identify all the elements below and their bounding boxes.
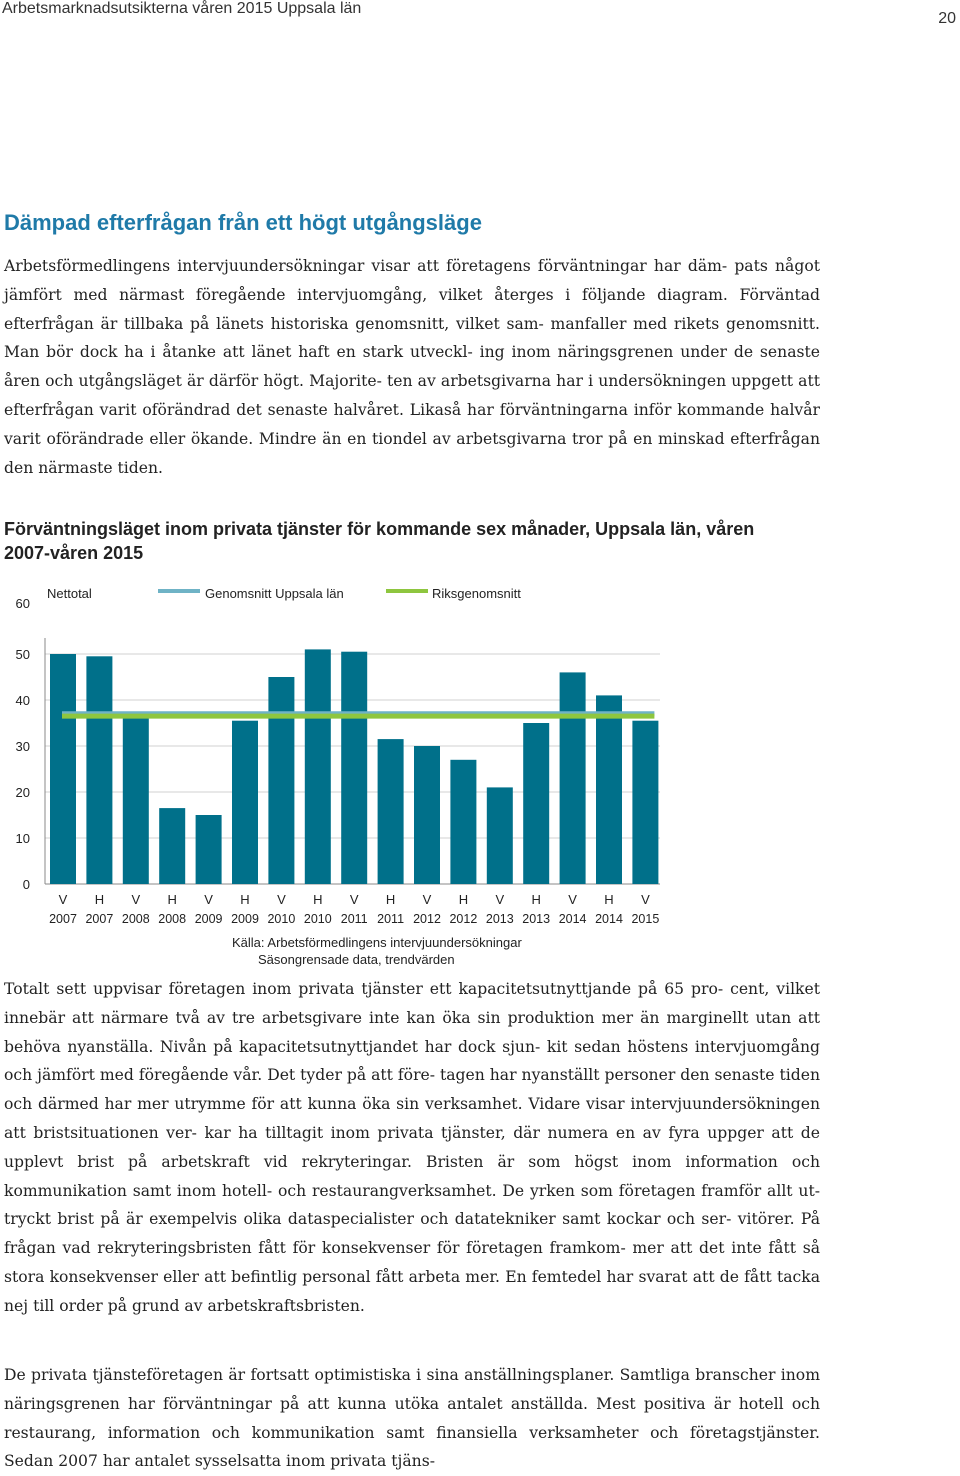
y-tick-label: 40 <box>15 693 30 708</box>
x-tick-label-season: H <box>531 892 541 907</box>
x-tick-label-year: 2009 <box>194 912 223 926</box>
paragraph-intro: Arbetsförmedlingens intervjuundersökningar visar att företagens förväntningar har däm- pats något jämfört med närmast föregående intervjuomgång, vilket återges i följande diagram. Förväntad efterfrågan är tillbaka på länets historiska genomsnitt, vilket sam- manfaller med rikets genomsnitt. Man bör dock ha i åtanke att länet haft en stark utveckl- ing inom näringsgrenen under de senaste åren och utgångsläget är därför högt. Majorite- ten av arbetsgivarna har i undersökningen uppgett att efterfrågan varit oförändrad det senaste halvåret. Likaså har förväntningarna inför kommande halvår varit oförändrade eller ökande. Mindre än en tiondel av arbetsgivarna tror på en minskad efterfrågan den närmaste tiden. <box>4 257 820 477</box>
x-tick-label-year: 2009 <box>231 912 259 926</box>
y-tick-label: 20 <box>15 785 30 800</box>
x-tick-label-season: H <box>94 892 105 907</box>
bar <box>341 652 367 884</box>
bar <box>450 760 476 884</box>
header-title: Arbetsmarknadsutsikterna våren 2015 Uppsala län <box>2 0 362 17</box>
page-number: 20 <box>938 10 956 27</box>
bar <box>268 677 294 884</box>
y-tick-label: 0 <box>22 877 30 892</box>
x-tick-label-year: 2014 <box>558 912 587 926</box>
bar <box>232 721 258 884</box>
x-tick-label-season: V <box>204 892 213 907</box>
x-tick-label-year: 2011 <box>340 912 368 926</box>
x-tick-label-season: V <box>131 892 141 907</box>
x-tick-label-year: 2007 <box>49 912 77 926</box>
bar <box>86 656 112 884</box>
bar <box>414 746 440 884</box>
legend-swatch-riket <box>386 589 428 593</box>
bar <box>596 695 622 884</box>
x-tick-label-season: V <box>568 892 577 907</box>
x-tick-label-season: H <box>458 892 469 907</box>
x-tick-label-season: H <box>604 892 614 907</box>
bar <box>560 672 586 884</box>
x-tick-label-season: H <box>240 892 250 907</box>
bar <box>632 721 658 884</box>
chart-source-line-1: Källa: Arbetsförmedlingens intervjuundersökningar <box>232 935 522 950</box>
x-tick-label-year: 2008 <box>121 912 150 926</box>
x-tick-label-season: V <box>641 892 650 907</box>
paragraph-capacity: Totalt sett uppvisar företagen inom privata tjänster ett kapacitetsutnyttjande på 65 pro- cent, vilket innebär att närmare två av tre arbetsgivare inte kan öka sin produktion mer än marginellt utan att behöva nyanställa. Nivån på kapacitetsutnyttjandet har dock sjun- kit sedan höstens intervjuomgång och jämfört med föregående vår. Det tyder på att före- tagen har nyanställt personer den senaste tiden och därmed har mer utrymme för att kunna öka sin verksamhet. Vidare visar intervjuundersökningen att bristsituationen ver- kar ha tilltagit inom privata tjänster, där numera en av fyra uppger att de upplevt brist på arbetskraft vid rekryteringar. Bristen är som högst inom information och kommunikation samt inom hotell- och restaurangverksamhet. De yrken som företagen framför allt ut- tryckt brist på är exempelvis olika dataspecialister och datatekniker samt kockar och ser- vitörer. På frågan vad rekryteringsbristen fått för konsekvenser för företagen framkom- mer att det inte fått så stora konsekvenser eller att befintlig personal fått arbeta mer. En femtedel har svarat att de fått tacka nej till order på grund av arbetskraftsbristen. <box>4 980 820 1315</box>
x-tick-label-year: 2008 <box>158 912 187 926</box>
x-tick-label-season: H <box>385 892 396 907</box>
bar <box>50 654 76 884</box>
bar <box>378 739 404 884</box>
y-tick-label: 10 <box>15 831 30 846</box>
section-title: Dämpad efterfrågan från ett högt utgångsläge <box>4 210 482 235</box>
y-tick-label: 50 <box>15 647 30 662</box>
x-tick-label-year: 2014 <box>595 912 623 926</box>
x-tick-label-year: 2012 <box>413 912 441 926</box>
y-tick-label: 30 <box>15 739 30 754</box>
x-tick-label-year: 2010 <box>267 912 296 926</box>
bar <box>487 787 513 884</box>
x-tick-label-year: 2015 <box>631 912 660 926</box>
legend-swatch-uppsala <box>158 589 200 593</box>
running-header <box>2 0 958 38</box>
x-tick-label-season: V <box>58 892 68 907</box>
x-tick-label-season: V <box>422 892 432 907</box>
chart-title: Förväntningsläget inom privata tjänster för kommande sex månader, Uppsala län, våren 2007-våren 2015 <box>4 519 755 563</box>
x-tick-label-year: 2012 <box>449 912 478 926</box>
x-tick-label-season: H <box>167 892 177 907</box>
expectations-bar-chart <box>0 578 700 978</box>
x-tick-label-year: 2013 <box>522 912 551 926</box>
bar <box>123 712 149 885</box>
x-tick-label-year: 2010 <box>303 912 332 926</box>
bar <box>523 723 549 884</box>
bar <box>196 815 222 884</box>
y-tick-label: 60 <box>15 596 30 611</box>
bar <box>305 649 331 884</box>
legend-label-nettotal: Nettotal <box>47 586 92 601</box>
x-tick-label-season: V <box>349 892 359 907</box>
x-tick-label-year: 2007 <box>85 912 114 926</box>
bar <box>159 808 185 884</box>
chart-legend <box>47 586 521 601</box>
x-tick-label-year: 2011 <box>377 912 405 926</box>
paragraph-hiring-plans: De privata tjänsteföretagen är fortsatt optimistiska i sina anställningsplaner. Samtliga branscher inom näringsgrenen har förväntningar på att kunna utöka antalet anställda. Mest positiva är hotell och restaurang, information och kommunikation samt finansiella verksamheter och företagstjänster. Sedan 2007 har antalet sysselsatta inom privata tjäns- <box>4 1366 820 1471</box>
chart-bars <box>50 649 658 884</box>
x-tick-label-season: V <box>495 892 505 907</box>
legend-label-riket: Riksgenomsnitt <box>432 586 521 601</box>
x-tick-label-season: V <box>277 892 286 907</box>
x-tick-label-year: 2013 <box>485 912 514 926</box>
chart-reference-lines <box>62 714 654 716</box>
x-tick-label-season: H <box>313 892 323 907</box>
legend-label-uppsala: Genomsnitt Uppsala län <box>205 586 344 601</box>
chart-source-line-2: Säsongrensade data, trendvärden <box>258 952 455 967</box>
